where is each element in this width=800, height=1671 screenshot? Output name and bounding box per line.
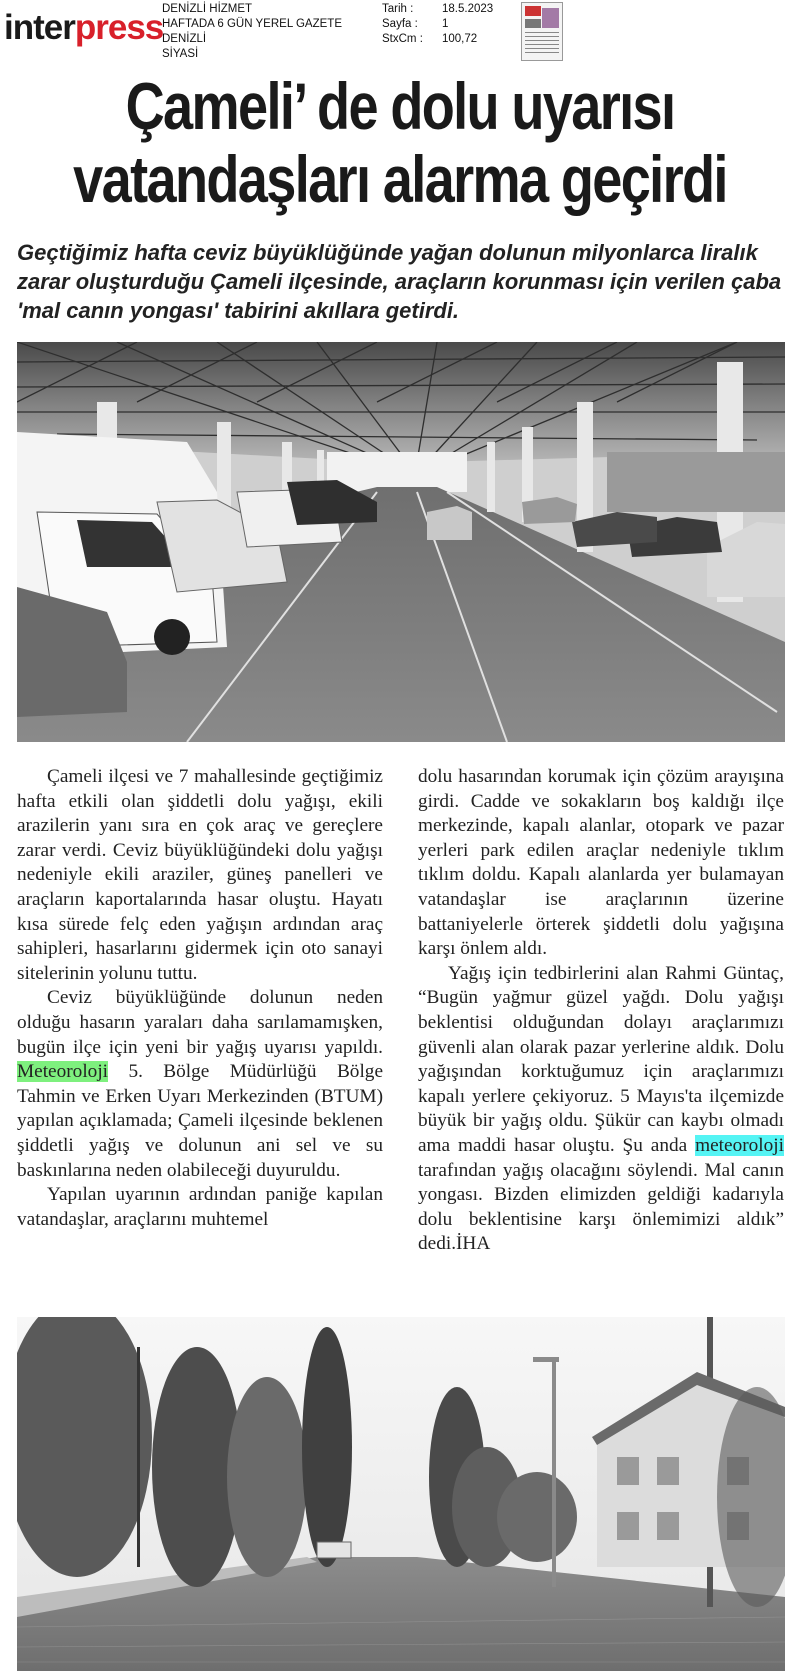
date-value: 18.5.2023 <box>442 3 494 15</box>
street-photo <box>17 1317 785 1671</box>
clip-meta <box>382 2 493 47</box>
article-column-1 <box>17 765 383 1232</box>
paragraph <box>418 962 784 1257</box>
parking-lot-photo <box>17 342 785 742</box>
newspaper-thumbnail[interactable] <box>521 2 563 61</box>
keyword-highlight: Meteoroloji <box>17 1061 109 1083</box>
paragraph <box>17 986 383 1183</box>
paragraph: Çameli ilçesi ve 7 mahallesinde geçtiğimiz hafta etkili olan şiddetli dolu yağışı, ekili arazilerin yanı sıra en çok araç ve gereçlere zarar verdi. Ceviz büyüklüğündeki dolu yağışı nedeniyle ekili araziler, güneş panelleri ve araçların kaportalarında hasar oluştu. Hayatı kısa sürede felç eden yağışın ardından araç sahipleri, hasarlarını gidermek için oto sanayi sitelerinin yolunu tuttu. <box>17 766 383 984</box>
source-category: SİYASİ <box>162 48 199 60</box>
paragraph-text: Yağış için tedbirlerini alan Rahmi Güntaç, “Bugün yağmur güzel yağdı. Dolu yağışı beklentisi olduğundan dolayı araçlarımızı güvenli alan olarak pazar yerlerine aldık. Dolu yağışından korktuğumuz için araçlarımızı kapalı yerlere çekiyoruz. 5 Mayıs'ta ilçemizde büyük bir yağış oldu. Şükür can kaybı olmadı ama maddi hasar oluştu. Şu anda <box>418 962 784 1156</box>
logo-text-press: press <box>74 8 164 47</box>
keyword-highlight: meteoroloji <box>695 1134 784 1156</box>
source-frequency: HAFTADA 6 GÜN YEREL GAZETE <box>162 18 342 30</box>
logo-text-inter: inter <box>4 8 75 47</box>
paragraph-text: 5. Bölge Müdürlüğü Bölge Tahmin ve Erken Uyarı Merkezinden (BTUM) yapılan açıklamada; Çameli ilçesinde beklenen şiddetli yağış ve dolunun ani sel ve su baskınlarına neden olabileceği duyuruldu. <box>17 1061 383 1181</box>
paragraph: dolu hasarından korumak için çözüm arayışına girdi. Cadde ve sokakların boş kaldığı ilçe merkezinde, kapalı alanlar, otopark ve pazar yerleri park edilen araçlar nedeniyle tıklım tıklım doldu. Kapalı alanlarda yer bulamayan vatandaşlar ise araçlarının üzerine battaniyelerle örterek şiddetli dolu yağışına karşı önlem aldı. <box>418 766 784 960</box>
headline-line-1: Çameli’ de dolu uyarısı <box>125 69 675 143</box>
clipping-header <box>0 0 800 64</box>
source-region: DENİZLİ <box>162 33 207 45</box>
stcm-label: StxCm : <box>382 33 423 45</box>
stcm-value: 100,72 <box>442 33 478 45</box>
source-name: DENİZLİ HİZMET <box>162 3 253 15</box>
headline <box>72 70 728 216</box>
source-meta <box>162 2 342 62</box>
page-value: 1 <box>442 18 449 30</box>
article-column-2 <box>418 765 784 1257</box>
interpress-logo <box>4 10 163 45</box>
headline-line-2: vatandaşları alarma geçirdi <box>73 142 727 216</box>
paragraph-text: tarafından yağış olacağını söylendi. Mal canın yongası. Bizden elimizden geldiği kadarıyla dolu beklentisine karşı önlemimizi aldık” dedi.İHA <box>418 1159 784 1255</box>
page-label: Sayfa : <box>382 18 418 30</box>
date-label: Tarih : <box>382 3 414 15</box>
lead-paragraph: Geçtiğimiz hafta ceviz büyüklüğünde yağan dolunun milyonlarca liralık zarar oluşturduğu Çameli ilçesinde, araçların korunması için verilen çaba 'mal canın yongası' tabirini akıllara getirdi. <box>17 240 782 323</box>
paragraph-text: Ceviz büyüklüğünde dolunun neden olduğu hasarın yaraları daha sarılamamışken, bugün ilçe için yeni bir yağış uyarısı yapıldı. <box>17 987 383 1058</box>
paragraph: Yapılan uyarının ardından paniğe kapılan vatandaşlar, araçlarını muhtemel <box>17 1184 383 1230</box>
